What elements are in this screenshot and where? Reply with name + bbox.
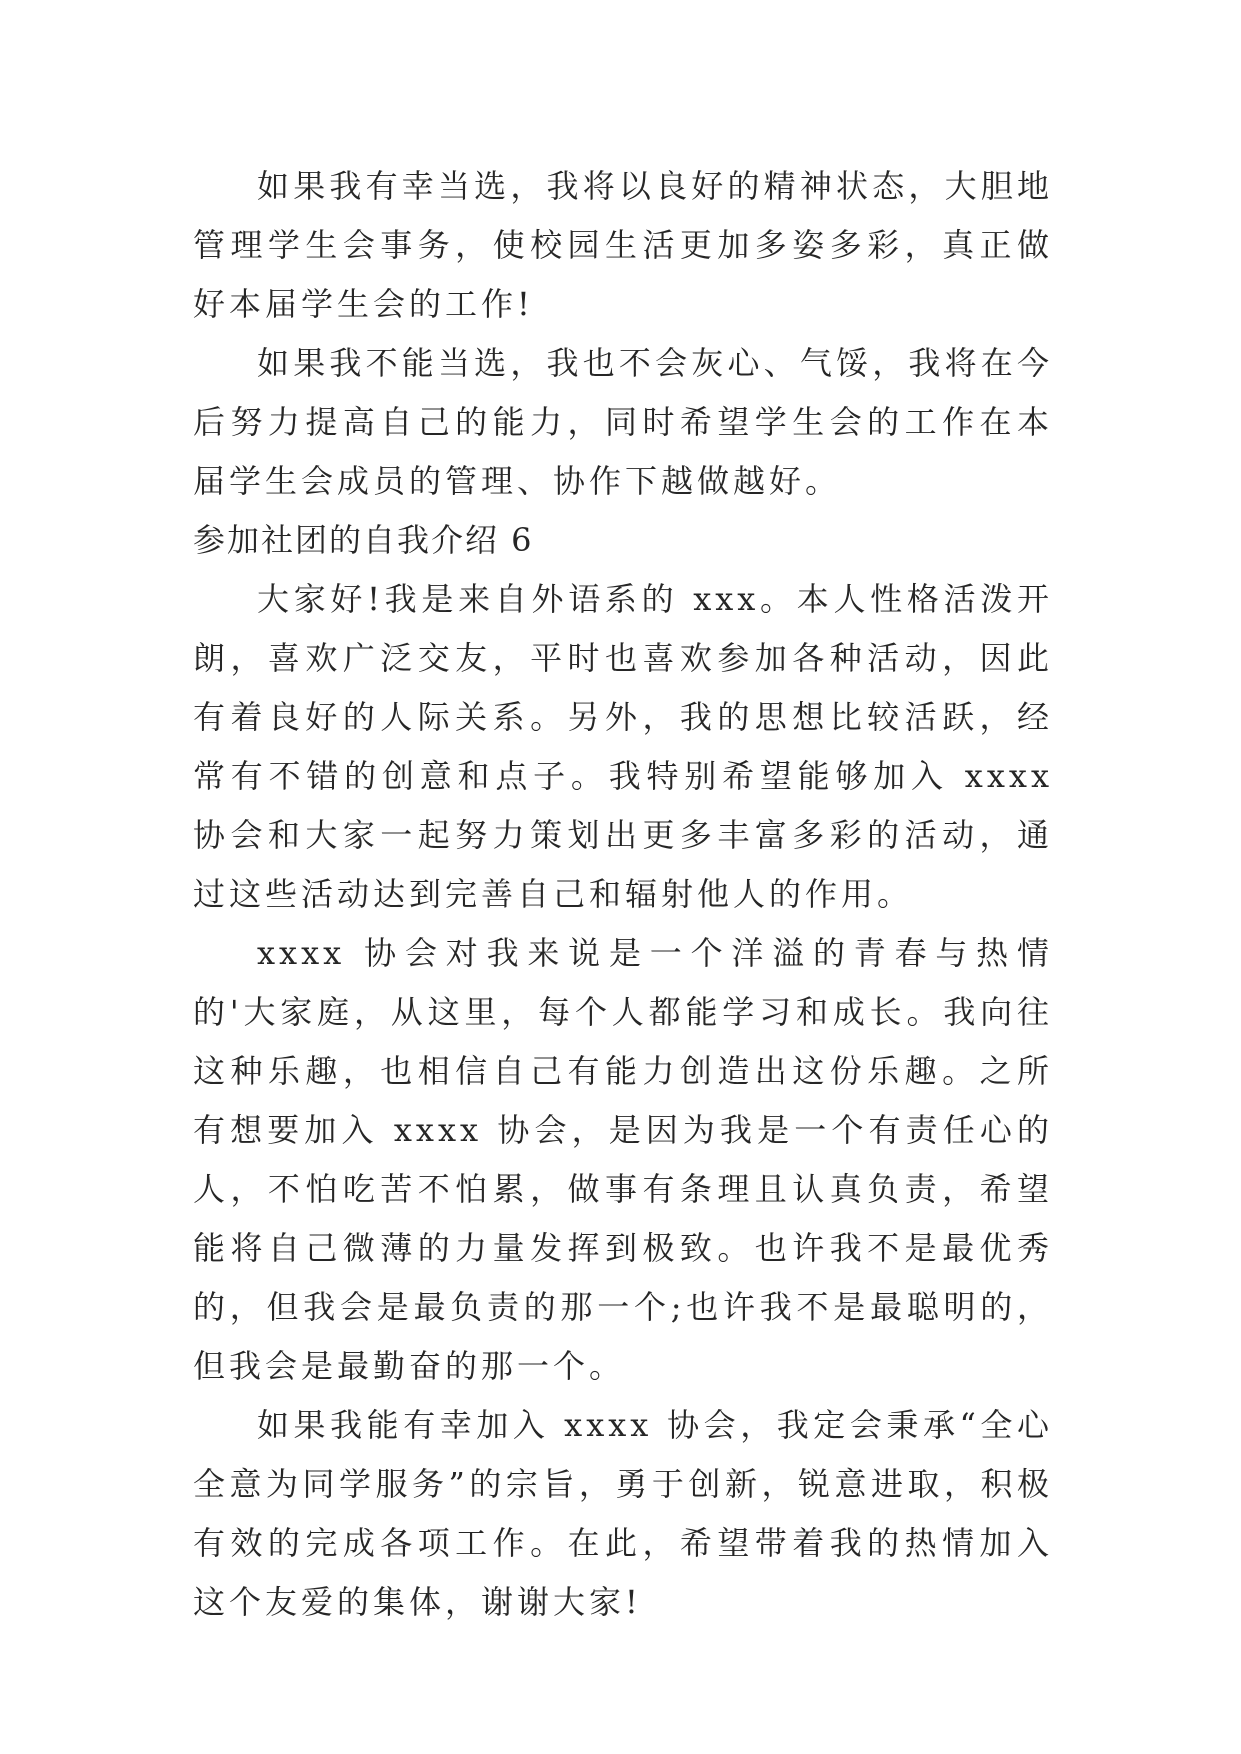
paragraph-introduction: 大家好!我是来自外语系的 xxx。本人性格活泼开朗，喜欢广泛交友，平时也喜欢参加各种活动，因此有着良好的人际关系。另外，我的思想比较活跃，经常有不错的创意和点子。我特别希望能够加入 xxxx 协会和大家一起努力策划出更多丰富多彩的活动，通过这些活动达到完善自己和辐射他人的作用。 [193,580,1053,913]
paragraph-elected: 如果我有幸当选，我将以良好的精神状态，大胆地管理学生会事务，使校园生活更加多姿多彩，真正做好本届学生会的工作! [193,167,1053,323]
section-heading: 参加社团的自我介绍 6 [193,521,534,559]
document-page [193,157,1053,1632]
paragraph-association: xxxx 协会对我来说是一个洋溢的青春与热情的'大家庭，从这里，每个人都能学习和成长。我向往这种乐趣，也相信自己有能力创造出这份乐趣。之所有想要加入 xxxx 协会，是因为我是一个有责任心的人，不怕吃苦不怕累，做事有条理且认真负责，希望能将自己微薄的力量发挥到极致。也许我不是最优秀的，但我会是最负责的那一个;也许我不是最聪明的，但我会是最勤奋的那一个。 [193,934,1053,1385]
paragraph-closing: 如果我能有幸加入 xxxx 协会，我定会秉承“全心全意为同学服务”的宗旨，勇于创新，锐意进取，积极有效的完成各项工作。在此，希望带着我的热情加入这个友爱的集体，谢谢大家! [193,1406,1053,1621]
paragraph-not-elected: 如果我不能当选，我也不会灰心、气馁，我将在今后努力提高自己的能力，同时希望学生会的工作在本届学生会成员的管理、协作下越做越好。 [193,344,1053,500]
